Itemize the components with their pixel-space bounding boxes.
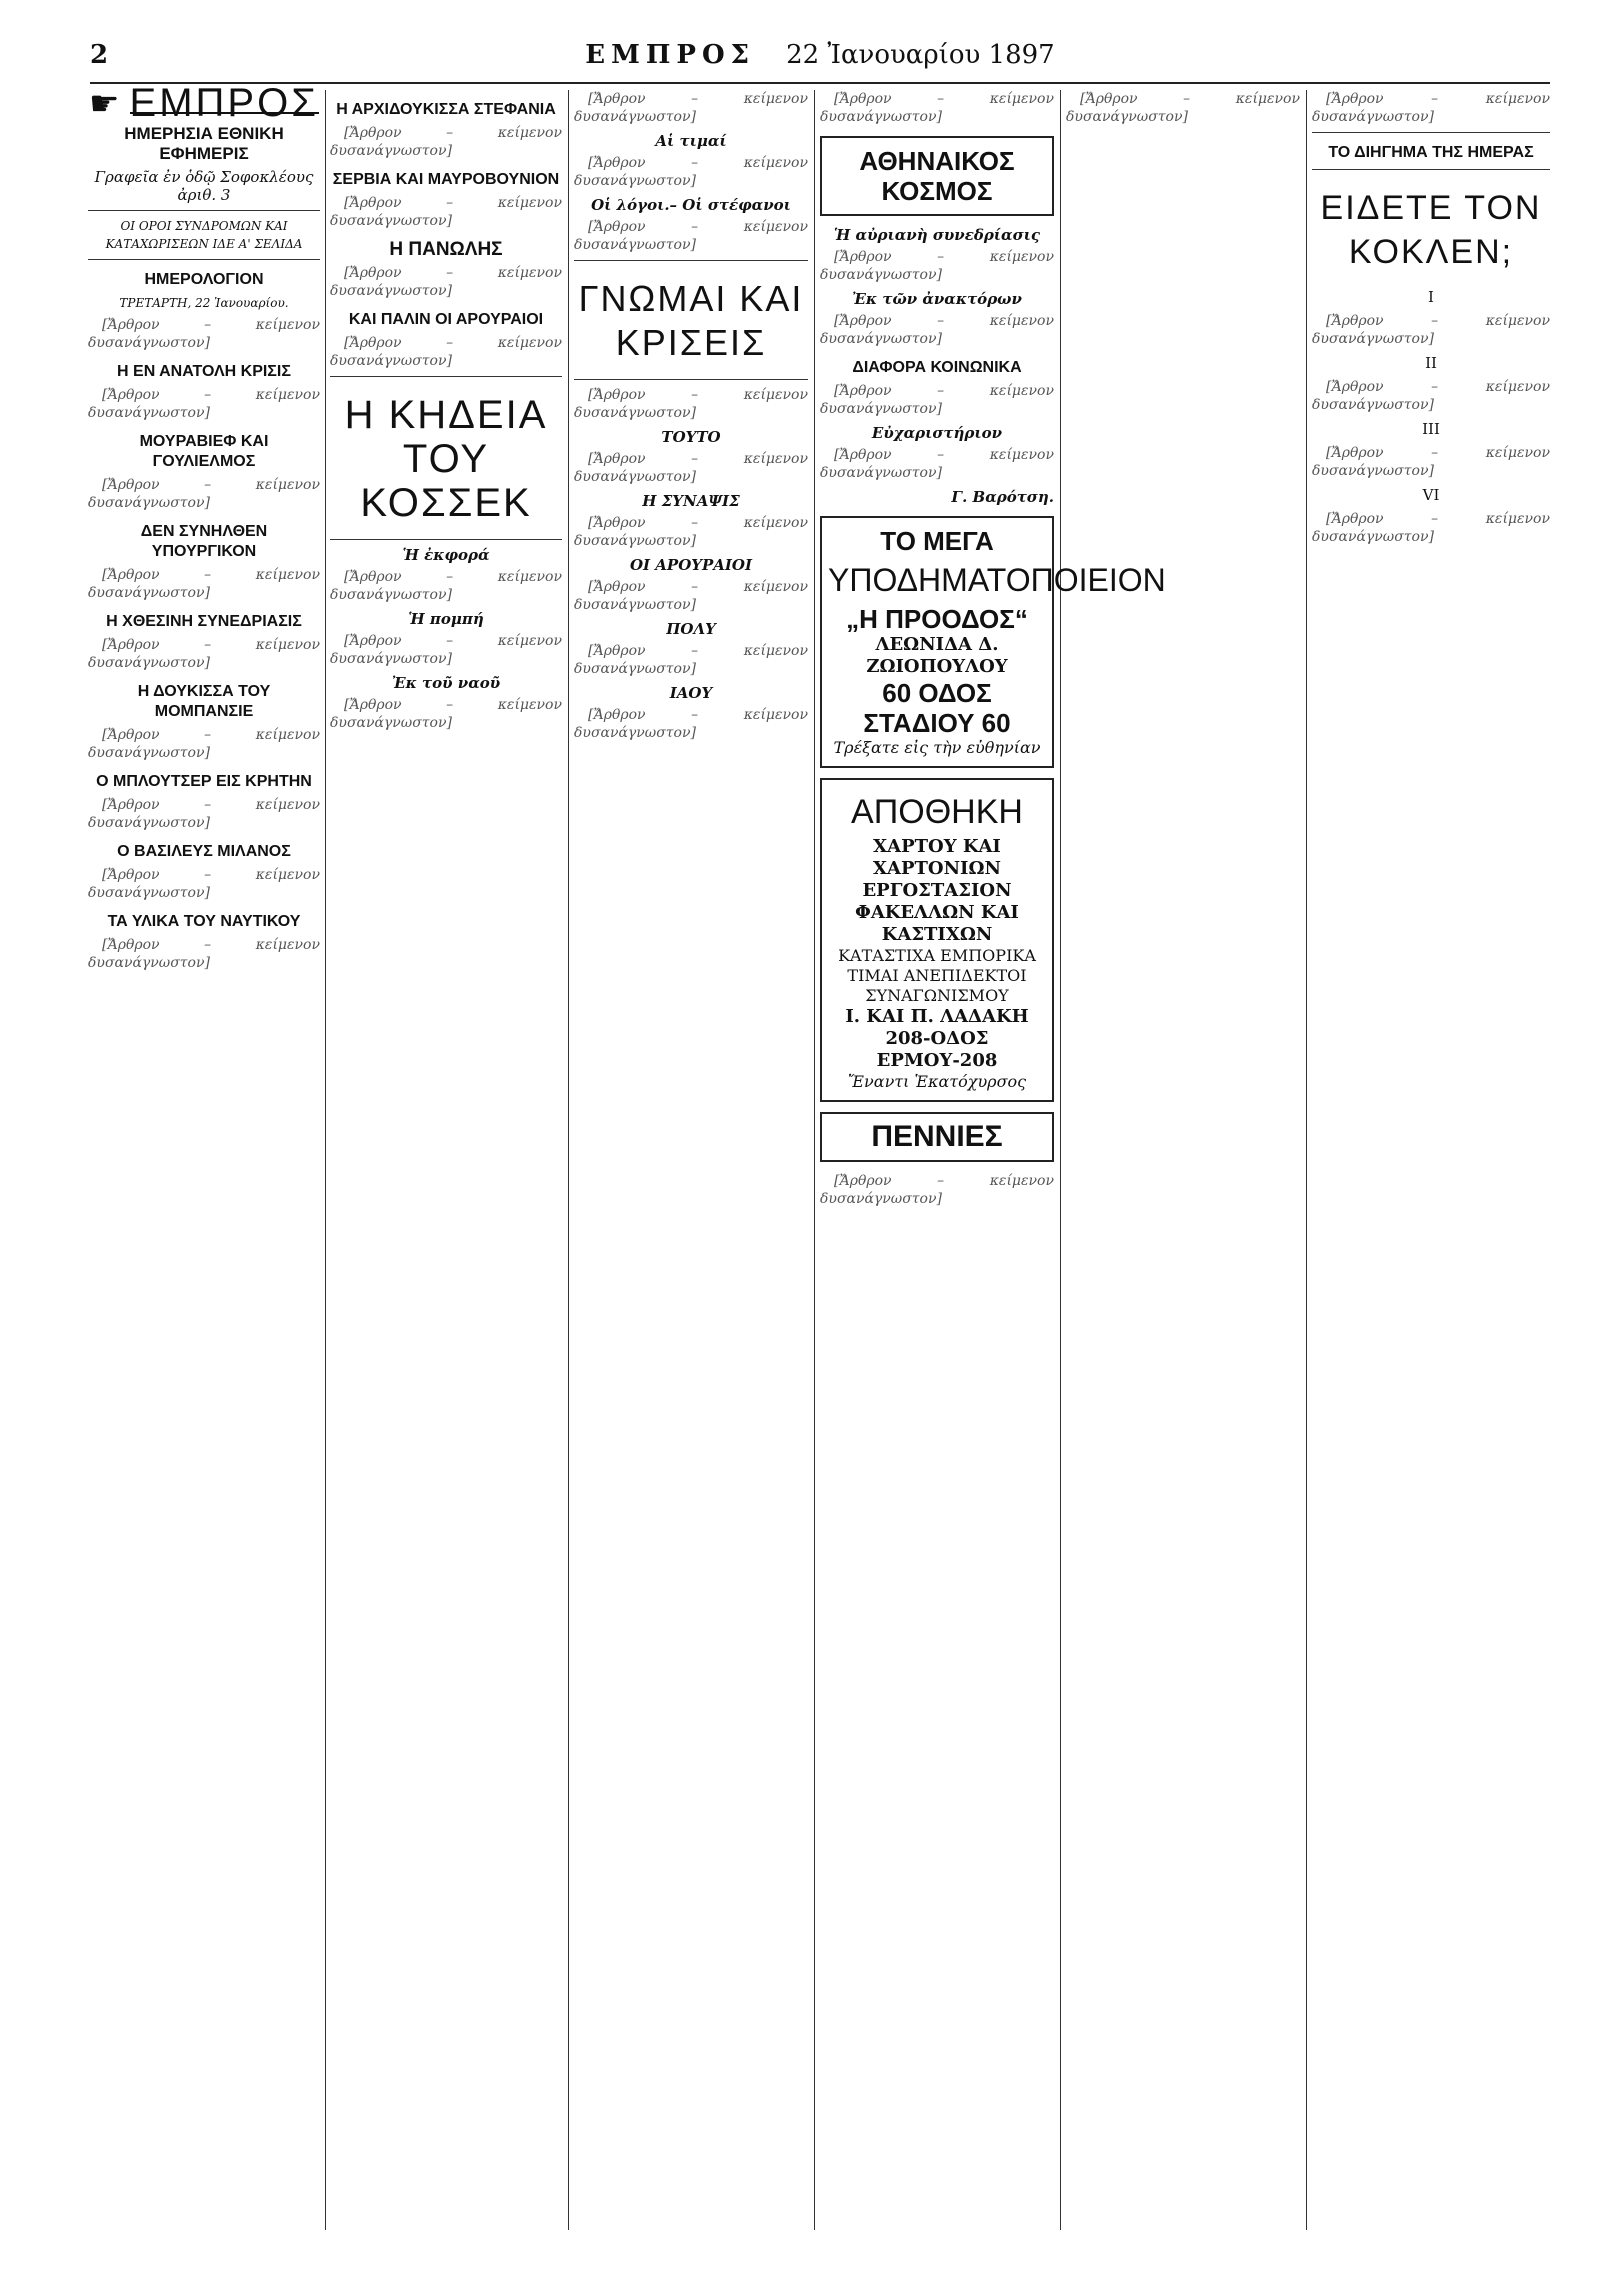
article-text: [Ἄρθρον – κείμενον δυσανάγνωστον] — [88, 387, 320, 421]
story-title: ΕΙΔΕΤΕ ΤΟΝ ΚΟΚΛΕΝ; — [1320, 189, 1542, 271]
article-text: [Ἄρθρον – κείμενον δυσανάγνωστον] — [574, 451, 808, 485]
article-text: [Ἄρθρον – κείμενον δυσανάγνωστον] — [88, 727, 320, 761]
column-6 — [1312, 90, 1550, 2230]
page-number: 2 — [90, 40, 109, 70]
ad-line: 60 ΟΔΟΣ ΣΤΑΔΙΟΥ 60 — [863, 678, 1011, 738]
subheading: Ἐκ τῶν ἀνακτόρων — [852, 290, 1022, 308]
ad-line: Τρέξατε εἰς τὴν εὐθηνίαν — [833, 738, 1041, 757]
article-text: [Ἄρθρον – κείμενον δυσανάγνωστον] — [820, 383, 1054, 417]
column-4 — [820, 90, 1166, 2230]
column-separator — [325, 90, 326, 2230]
running-header — [90, 40, 1550, 80]
article-text: [Ἄρθρον – κείμενον δυσανάγνωστον] — [574, 579, 808, 613]
headline: Η ΔΟΥΚΙΣΣΑ ΤΟΥ ΜΟΜΠΑΝΣΙΕ — [137, 683, 271, 720]
headline: Η ΑΡΧΙΔΟΥΚΙΣΣΑ ΣΤΕΦΑΝΙΑ — [336, 101, 556, 118]
headline: Η ΠΑΝΩΛΗΣ — [389, 239, 503, 260]
part-number: II — [1425, 354, 1437, 372]
ad-line: ΚΑΤΑΣΤΙΧΑ ΕΜΠΟΡΙΚΑ — [838, 946, 1036, 965]
subheading: Ἡ αὐριανὴ συνεδρίασις — [833, 226, 1041, 244]
lead-word: ΟΙ ΑΡΟΥΡΑΙΟΙ — [629, 556, 752, 574]
headline: ΚΑΙ ΠΑΛΙΝ ΟΙ ΑΡΟΥΡΑΙΟΙ — [348, 311, 544, 328]
ad-line: ΕΡΓΟΣΤΑΣΙΟΝ — [862, 880, 1012, 901]
article-text: [Ἄρθρον – κείμενον δυσανάγνωστον] — [574, 387, 808, 421]
ad-line: ΤΟ ΜΕΓΑ — [880, 526, 994, 556]
column-separator — [568, 90, 569, 2230]
subscription-note: ΟΙ ΟΡΟΙ ΣΥΝΔΡΟΜΩΝ ΚΑΙ ΚΑΤΑΧΩΡΙΣΕΩΝ ΙΔΕ Α' ΣΕΛΙΔΑ — [105, 219, 303, 251]
article-text: [Ἄρθρον – κείμενον δυσανάγνωστον] — [820, 313, 1054, 347]
article-text: [Ἄρθρον – κείμενον δυσανάγνωστον] — [1312, 445, 1550, 479]
ad-line: „Η ΠΡΟΟΔΟΣ“ — [846, 604, 1028, 634]
feature-headline: Η ΚΗΔΕΙΑ ΤΟΥ ΚΟΣΣΕΚ — [344, 393, 548, 525]
advertisement-shoemaker — [820, 516, 1166, 768]
section-headline: ΓΝΩΜΑΙ ΚΑΙ ΚΡΙΣΕΙΣ — [578, 278, 804, 363]
headline: Η ΧΘΕΣΙΝΗ ΣΥΝΕΔΡΙΑΣΙΣ — [106, 613, 302, 630]
article-text: [Ἄρθρον – κείμενον δυσανάγνωστον] — [1312, 313, 1550, 347]
article-text: [Ἄρθρον – κείμενον δυσανάγνωστον] — [330, 697, 562, 731]
ad-line: ΤΙΜΑΙ ΑΝΕΠΙΔΕΚΤΟΙ ΣΥΝΑΓΩΝΙΣΜΟΥ — [847, 966, 1027, 1005]
column-separator — [1306, 90, 1307, 2230]
section-box — [820, 1112, 1054, 1162]
article-text: [Ἄρθρον – κείμενον δυσανάγνωστον] — [574, 155, 808, 189]
subheading: Εὐχαριστήριον — [871, 424, 1003, 442]
masthead — [88, 81, 320, 125]
headline: ΔΕΝ ΣΥΝΗΛΘΕΝ ΥΠΟΥΡΓΙΚΟΝ — [140, 523, 268, 560]
column-3 — [574, 90, 808, 2230]
column-2 — [330, 90, 562, 2230]
article-text: [Ἄρθρον – κείμενον δυσανάγνωστον] — [330, 195, 562, 229]
subheading: Οἱ λόγοι.– Οἱ στέφανοι — [591, 196, 791, 214]
masthead-address: Γραφεῖα ἐν ὁδῷ Σοφοκλέους ἀριθ. 3 — [94, 168, 314, 204]
article-text: [Ἄρθρον – κείμενον δυσανάγνωστον] — [820, 91, 1054, 125]
pointing-hand-icon: ☛ — [89, 84, 120, 124]
column-5 — [1066, 90, 1300, 2230]
header-title — [90, 40, 1550, 70]
article-text: [Ἄρθρον – κείμενον δυσανάγνωστον] — [1312, 91, 1550, 125]
article-text: [Ἄρθρον – κείμενον δυσανάγνωστον] — [574, 643, 808, 677]
headline: ΣΕΡΒΙΑ ΚΑΙ ΜΑΥΡΟΒΟΥΝΙΟΝ — [332, 171, 560, 188]
column-separator — [814, 90, 815, 2230]
article-text: [Ἄρθρον – κείμενον δυσανάγνωστον] — [1312, 511, 1550, 545]
headline: ΤΑ ΥΛΙΚΑ ΤΟΥ ΝΑΥΤΙΚΟΥ — [107, 913, 301, 930]
headline: ΤΟ ΔΙΗΓΗΜΑ ΤΗΣ ΗΜΕΡΑΣ — [1328, 144, 1534, 161]
article-text: [Ἄρθρον – κείμενον δυσανάγνωστον] — [88, 637, 320, 671]
article-text: [Ἄρθρον – κείμενον δυσανάγνωστον] — [1312, 379, 1550, 413]
part-number: I — [1428, 288, 1434, 306]
ad-line: ΥΠΟΔΗΜΑΤΟΠΟΙΕΙΟΝ — [828, 562, 1166, 598]
lead-word: ΙΑΟΥ — [669, 684, 713, 702]
subheading: Ἡ ἐκφορά — [402, 546, 490, 564]
subheading: Αἱ τιμαί — [655, 132, 727, 150]
headline: ΔΙΑΦΟΡΑ ΚΟΙΝΩΝΙΚΑ — [852, 359, 1022, 376]
article-text: [Ἄρθρον – κείμενον δυσανάγνωστον] — [330, 633, 562, 667]
column-1 — [88, 81, 320, 2230]
headline: Ο ΜΠΛΟΥΤΣΕΡ ΕΙΣ ΚΡΗΤΗΝ — [96, 773, 312, 790]
lead-word: Η ΣΥΝΑΨΙΣ — [642, 492, 740, 510]
article-text: [Ἄρθρον – κείμενον δυσανάγνωστον] — [330, 335, 562, 369]
article-text: [Ἄρθρον – κείμενον δυσανάγνωστον] — [820, 447, 1054, 481]
article-text: [Ἄρθρον – κείμενον δυσανάγνωστον] — [330, 125, 562, 159]
ad-line: 208-ΟΔΟΣ ΕΡΜΟΥ-208 — [876, 1028, 998, 1071]
ad-line: Ι. ΚΑΙ Π. ΛΑΔΑΚΗ — [845, 1006, 1029, 1027]
article-text: [Ἄρθρον – κείμενον δυσανάγνωστον] — [88, 867, 320, 901]
article-text: [Ἄρθρον – κείμενον δυσανάγνωστον] — [574, 707, 808, 741]
calendar-day: ΤΡΕΤΑΡΤΗ, 22 Ἰανουαρίου. — [119, 296, 289, 310]
ad-line: ΦΑΚΕΛΛΩΝ ΚΑΙ ΚΑΣΤΙΧΩΝ — [855, 902, 1019, 945]
article-text: [Ἄρθρον – κείμενον δυσανάγνωστον] — [574, 91, 808, 125]
signature: Γ. Βαρότση. — [951, 488, 1054, 506]
article-text: [Ἄρθρον – κείμενον δυσανάγνωστον] — [574, 515, 808, 549]
masthead-title: ΕΜΠΡΟΣ — [129, 81, 319, 125]
advertisement-paper — [820, 778, 1054, 1102]
article-text: [Ἄρθρον – κείμενον δυσανάγνωστον] — [88, 317, 320, 351]
section-box — [820, 136, 1054, 216]
lead-word: ΠΟΛΥ — [666, 620, 716, 638]
article-text: [Ἄρθρον – κείμενον δυσανάγνωστον] — [820, 1173, 1054, 1207]
article-text: [Ἄρθρον – κείμενον δυσανάγνωστον] — [1066, 91, 1300, 125]
ad-line: Ἔναντι Ἑκατόχυρσος — [847, 1072, 1027, 1091]
section-headline: ΑΘΗΝΑΙΚΟΣ ΚΟΣΜΟΣ — [859, 146, 1015, 206]
article-text: [Ἄρθρον – κείμενον δυσανάγνωστον] — [88, 477, 320, 511]
issue-date: 22 Ἰανουαρίου 1897 — [786, 40, 1055, 70]
headline: Ο ΒΑΣΙΛΕΥΣ ΜΙΛΑΝΟΣ — [117, 843, 291, 860]
subheading: Ἡ πομπή — [408, 610, 484, 628]
article-text: [Ἄρθρον – κείμενον δυσανάγνωστον] — [330, 265, 562, 299]
paper-name: ΕΜΠΡΟΣ — [585, 40, 755, 70]
subheading: Ἐκ τοῦ ναοῦ — [391, 674, 501, 692]
headline: ΜΟΥΡΑΒΙΕΦ ΚΑΙ ΓΟΥΛΙΕΛΜΟΣ — [139, 433, 269, 470]
column-separator — [1060, 90, 1061, 2230]
article-text: [Ἄρθρον – κείμενον δυσανάγνωστον] — [88, 937, 320, 971]
article-text: [Ἄρθρον – κείμενον δυσανάγνωστον] — [330, 569, 562, 603]
section-headline: ΠΕΝΝΙΕΣ — [871, 1120, 1003, 1153]
ad-line: ΛΕΩΝΙΔΑ Δ. ΖΩΙΟΠΟΥΛΟΥ — [866, 634, 1008, 677]
masthead-tagline: ΗΜΕΡΗΣΙΑ ΕΘΝΙΚΗ ΕΦΗΜΕΡΙΣ — [124, 124, 284, 163]
headline: Η ΕΝ ΑΝΑΤΟΛΗ ΚΡΙΣΙΣ — [117, 363, 291, 380]
article-text: [Ἄρθρον – κείμενον δυσανάγνωστον] — [88, 567, 320, 601]
calendar-heading: ΗΜΕΡΟΛΟΓΙΟΝ — [144, 271, 264, 288]
article-text: [Ἄρθρον – κείμενον δυσανάγνωστον] — [820, 249, 1054, 283]
ad-line: ΑΠΟΘΗΚΗ — [851, 793, 1023, 831]
part-number: VI — [1422, 486, 1440, 504]
article-text: [Ἄρθρον – κείμενον δυσανάγνωστον] — [88, 797, 320, 831]
lead-word: ΤΟΥΤΟ — [661, 428, 721, 446]
ad-line: ΧΑΡΤΟΥ ΚΑΙ ΧΑΡΤΟΝΙΩΝ — [873, 836, 1001, 879]
article-text: [Ἄρθρον – κείμενον δυσανάγνωστον] — [574, 219, 808, 253]
part-number: III — [1422, 420, 1440, 438]
